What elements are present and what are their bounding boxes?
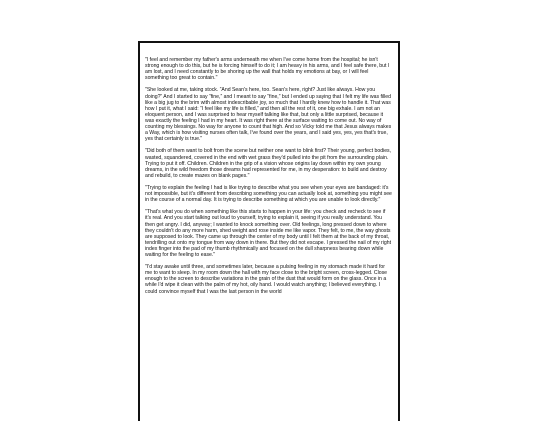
paragraph-3: "Did both of them want to bolt from the scene but neither one want to blink first? Their young, perfect bodies, wasted, squandered, covered in the end with wet grass they'd pulled into the pit from the surrounding plain. Trying to put it off. Children. Children in the grip of a vision whose origins lay down within my own young dreams, in the wild freedom those dreams had represented for me, in my desperation: to build and destroy and rebuild, to create mazes on blank pages." — [145, 148, 392, 179]
paragraph-1: "I feel and remember my father's arms underneath me when I've come home from the hospital; he isn't strong enough to do this, but he is forcing himself to do it; I am heavy in his arms, and I feel safe there, but I am lost, and I need constantly to be shoring up the wall that holds my emotions at bay, or I will feel something too great to contain." — [145, 57, 390, 82]
document-body — [145, 57, 392, 301]
document-page — [138, 41, 400, 421]
paragraph-2: "She looked at me, taking stock. “And Sean's here, too. Sean's here, right? Just like always. How you doing?” And I started to say “fine,” and I meant to say “fine,” but I ended up saying that I felt my life was filled like a big jug to the brim with almost indescribable joy, so much that I hardly knew how to handle it. That was how I put it, what I said: “I feel like my life is filled,” and then all the rest of it, one big exhale. I am not an eloquent person, and I was surprised to hear myself talking like that, but only a little surprised, because it was exactly the feeling I had in my heart. It was right there at the surface waiting to come out. No way of counting my blessings. No way for anyone to count that high. And so Vicky told me that Jesus always makes a Way, which is how visiting nurses often talk, I've found over the years, and I said yes, yes, yes that's true, yes that certainly is true." — [145, 87, 392, 143]
paragraph-5: "That's what you do when something like this starts to happen in your life: you check and recheck to see if it's real. And you start talking out loud to yourself, trying to explain it, seeing if you really understand. You then get angry. I did, anyway; I wanted to knock something over. Old feelings, long pressed down to where they couldn't do any more harm, shed weight and rose inside me like vapor. They felt, to me, the way ghosts are supposed to look. They came up through the center of my body until I felt them at the back of my throat, tendrilling out onto my tongue from way down in there. But they did not escape. I pressed the nail of my right index finger into the pad of my thumb rhythmically and focused on the dull sharpness bearing down while waiting for the feeling to ease." — [145, 209, 392, 258]
paragraph-6: "I'd stay awake until three, and sometimes later, because a pulsing feeling in my stomach made it hard for me to want to sleep. In my room down the hall with my face close to the bright screen, cross-legged. Close enough to the screen to describe variations in the grain of the dust that would form on the glass. Once in a while I'd wipe it clean with the palm of my hot, oily hand. I would watch anything; I believed everything. I could convince myself that I was the last person in the world — [145, 264, 388, 295]
paragraph-4: "Trying to explain the feeling I had is like trying to describe what you see when your eyes are bandaged: it's not impossible, but it's different from describing something you can actually look at, something you might see in the course of a normal day. It is trying to describe something at which you are unable to look directly." — [145, 184, 392, 204]
